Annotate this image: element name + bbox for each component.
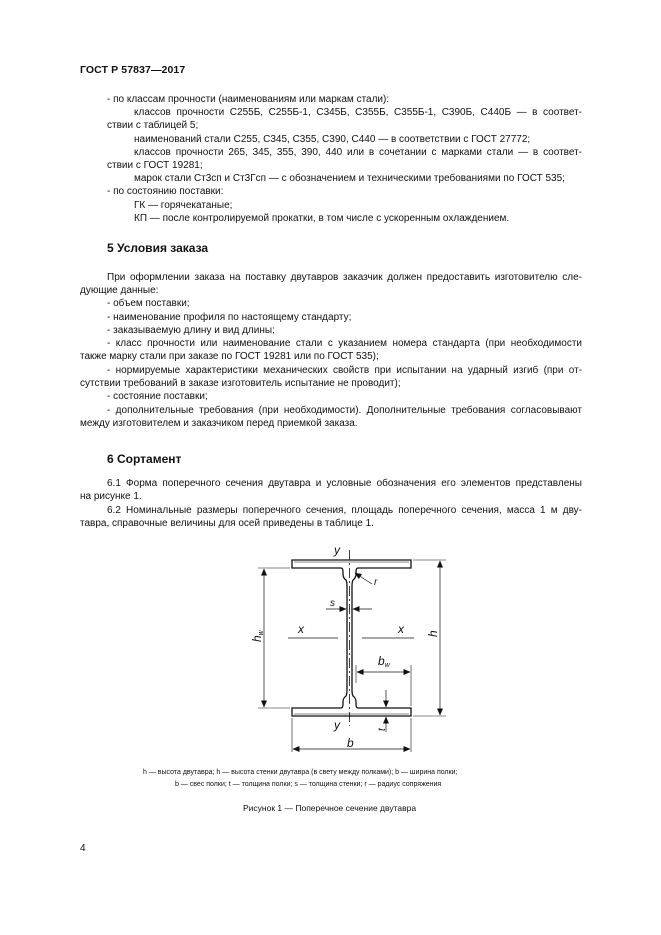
label-y-top: y xyxy=(334,543,340,557)
list-item: - объем поставки; xyxy=(107,298,190,309)
document-header: ГОСТ Р 57837—2017 xyxy=(80,64,186,76)
list-item: - наименование профиля по настоящему стандарту; xyxy=(107,312,352,323)
label-r: r xyxy=(374,577,378,588)
paragraph-line: дующие данные: xyxy=(80,285,159,296)
list-item: классов прочности С255Б, С255Б-1, С345Б, С355Б, С355Б-1, С390Б, С440Б — в соответ- xyxy=(134,107,582,118)
list-item: ствии с таблицей 5; xyxy=(107,120,199,131)
label-x-right: x xyxy=(398,622,404,636)
list-item: наименований стали С255, С345, С355, С390, С440 — в соответствии с ГОСТ 27772; xyxy=(134,134,531,145)
list-item: - нормируемые характеристики механических свойств при испытании на ударный изгиб (при от- xyxy=(107,365,582,376)
paragraph-line: на рисунке 1. xyxy=(80,491,142,502)
page-number: 4 xyxy=(80,843,86,854)
list-item: - по классам прочности (наименованиям или маркам стали): xyxy=(107,94,390,105)
paragraph-line: между изготовителем и заказчиком перед приемкой заказа. xyxy=(80,418,358,429)
label-bw: bw xyxy=(378,654,390,669)
list-item: КП — после контролируемой прокатки, в том числе с ускоренным охлаждением. xyxy=(134,213,510,224)
list-item: марок стали Ст3сп и Ст3Гсп — с обозначением и техническими требованиями по ГОСТ 535; xyxy=(134,173,565,184)
paragraph-line: тавра, справочные величины для осей приведены в таблице 1. xyxy=(80,518,374,529)
paragraph-line: также марку стали при заказе по ГОСТ 19281 или по ГОСТ 535); xyxy=(80,351,379,362)
paragraph-line: сутствии требований в заказе изготовитель испытание не проводит); xyxy=(80,378,401,389)
label-b: b xyxy=(347,736,354,750)
list-item: - состояние поставки; xyxy=(107,391,208,402)
label-hw: hw xyxy=(250,630,265,642)
figure-caption: Рисунок 1 — Поперечное сечение двутавра xyxy=(243,803,417,813)
label-h: h xyxy=(426,630,440,637)
section-heading: 6 Сортамент xyxy=(107,452,182,466)
list-item: - заказываемую длину и вид длины; xyxy=(107,325,275,336)
paragraph-line: При оформлении заказа на поставку двутавров заказчик должен предоставить изготовителю сле- xyxy=(107,272,582,283)
label-s: s xyxy=(330,598,335,609)
label-y-bottom: y xyxy=(334,718,340,732)
label-x-left: x xyxy=(298,622,304,636)
paragraph-line: 6.1 Форма поперечного сечения двутавра и условные обозначения его элементов представлены xyxy=(107,478,582,489)
list-item: ствии с ГОСТ 19281; xyxy=(107,160,203,171)
list-item: классов прочности 265, 345, 355, 390, 440 или в сочетании с марками стали — в соответ- xyxy=(134,147,582,158)
list-item: - дополнительные требования (при необходимости). Дополнительные требования согласовывают xyxy=(107,405,582,416)
figure-legend: h — высота двутавра; h — высота стенки двутавра (в свету между полками); b — ширина полки; xyxy=(143,769,458,776)
figure-legend: b — свес полки; t — толщина полки; s — толщина стенки; r — радиус сопряжения xyxy=(175,781,442,788)
r-leader-line xyxy=(355,573,372,584)
label-t: t xyxy=(377,728,388,731)
list-item: - по состоянию поставки: xyxy=(107,186,224,197)
paragraph-line: 6.2 Номинальные размеры поперечного сечения, площадь поперечного сечения, масса 1 м дву- xyxy=(107,505,582,516)
list-item: ГК — горячекатаные; xyxy=(134,200,233,211)
list-item: - класс прочности или наименование стали с указанием номера стандарта (при необходимости xyxy=(107,338,582,349)
section-heading: 5 Условия заказа xyxy=(107,241,209,255)
